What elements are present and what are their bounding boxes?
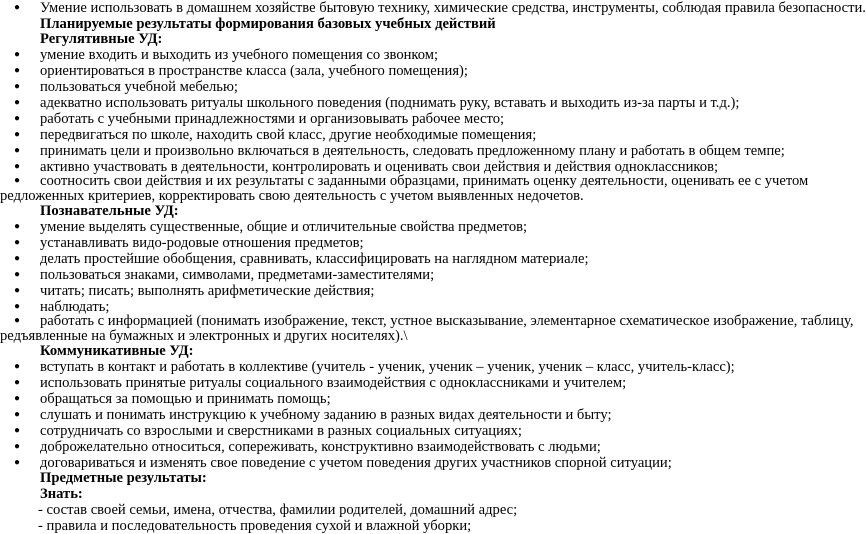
- section-heading-subject: Предметные результаты:: [40, 470, 207, 486]
- bullet-icon: ●: [14, 301, 21, 312]
- bullet-icon: ●: [14, 145, 21, 156]
- bullet-icon: ●: [14, 2, 21, 13]
- bullet-icon: ●: [14, 425, 21, 436]
- bullet-icon: ●: [14, 161, 21, 172]
- bullet-icon: ●: [14, 315, 21, 326]
- section-heading-communicative: Коммуникативные УД:: [40, 343, 194, 359]
- bullet-icon: ●: [14, 81, 21, 92]
- section-heading-regulative: Регулятивные УД:: [40, 31, 163, 47]
- bullet-icon: ●: [14, 377, 21, 388]
- bullet-icon: ●: [14, 49, 21, 60]
- bullet-icon: ●: [14, 269, 21, 280]
- bullet-icon: ●: [14, 129, 21, 140]
- bullet-icon: ●: [14, 113, 21, 124]
- bullet-icon: ●: [14, 361, 21, 372]
- bullet-icon: ●: [14, 285, 21, 296]
- list-item-text: Умение использовать в домашнем хозяйстве бытовую технику, химические средства, инструменты, соблюдая правила безопасности.: [40, 0, 866, 16]
- bullet-icon: ●: [14, 457, 21, 468]
- bullet-icon: ●: [14, 97, 21, 108]
- bullet-icon: ●: [14, 253, 21, 264]
- section-heading-know: Знать:: [40, 486, 83, 502]
- document-page: ● Умение использовать в домашнем хозяйстве бытовую технику, химические средства, инструменты, соблюдая правила безопасности. Планируемые результаты формирования базовых учебных действий Регулятивные УД: ● умение входить и выходить из учебного помещения со звонком; ● ориентироваться в пространстве класса (зала, учебного помещения); ● пользоваться учебной мебелью; ● адекватно использовать ритуалы школьного поведения (поднимать руку, вставать и выходить из-за парты и т.д.); ● работать с учебными принадлежностями и организовывать рабочее место; ● передвигаться по школе, находить свой класс, другие необходимые помещения; ● принимать цели и произвольно включаться в деятельность, следовать предложенному плану и работать в общем темпе; ● активно участвовать в деятельности, контролировать и оценивать свои действия и действия одноклассников; ● соотносить свои действия и их результаты с заданными образцами, принимать оценку деятельности, оценивать ее с учетом редложенных критериев, корректировать свою деятельность с учетом выявленных недочетов. Познавательные УД: ● умение выделять существенные, общие и отличительные свойства предметов; ● устанавливать видо-родовые отношения предметов; ● делать простейшие обобщения, сравнивать, классифицировать на наглядном материале; ● пользоваться знаками, символами, предметами-заместителями; ● читать; писать; выполнять арифметические действия; ● наблюдать; ● работать с информацией (понимать изображение, текст, устное высказывание, элементарное схематическое изображение, таблицу, редъявленные на бумажных и электронных и других носителях).\ Коммуникативные УД: ● вступать в контакт и работать в коллективе (учитель - ученик, ученик – ученик, ученик – класс, учитель-класс); ● использовать принятые ритуалы социального взаимодействия с одноклассниками и учителем; ● обращаться за помощью и принимать помощь; ● слушать и понимать инструкцию к учебному заданию в разных видах деятельности и быту; ● сотрудничать со взрослыми и сверстниками в разных социальных ситуациях; ● доброжелательно относиться, сопереживать, конструктивно взаимодействовать с людьми; ● договариваться и изменять свое поведение с учетом поведения других участников спорной ситуации; Предметные результаты: Знать: - состав своей семьи, имена, отчества, фамилии родителей, домашний адрес; - правила и последовательность проведения сухой и влажной уборки;: [0, 0, 866, 534]
- main-heading: Планируемые результаты формирования базовых учебных действий: [40, 16, 496, 32]
- bullet-icon: ●: [14, 221, 21, 232]
- bullet-icon: ●: [14, 65, 21, 76]
- bullet-icon: ●: [14, 237, 21, 248]
- bullet-icon: ●: [14, 175, 21, 186]
- bullet-icon: ●: [14, 409, 21, 420]
- bullet-icon: ●: [14, 393, 21, 404]
- bullet-icon: ●: [14, 441, 21, 452]
- section-heading-cognitive: Познавательные УД:: [40, 203, 179, 219]
